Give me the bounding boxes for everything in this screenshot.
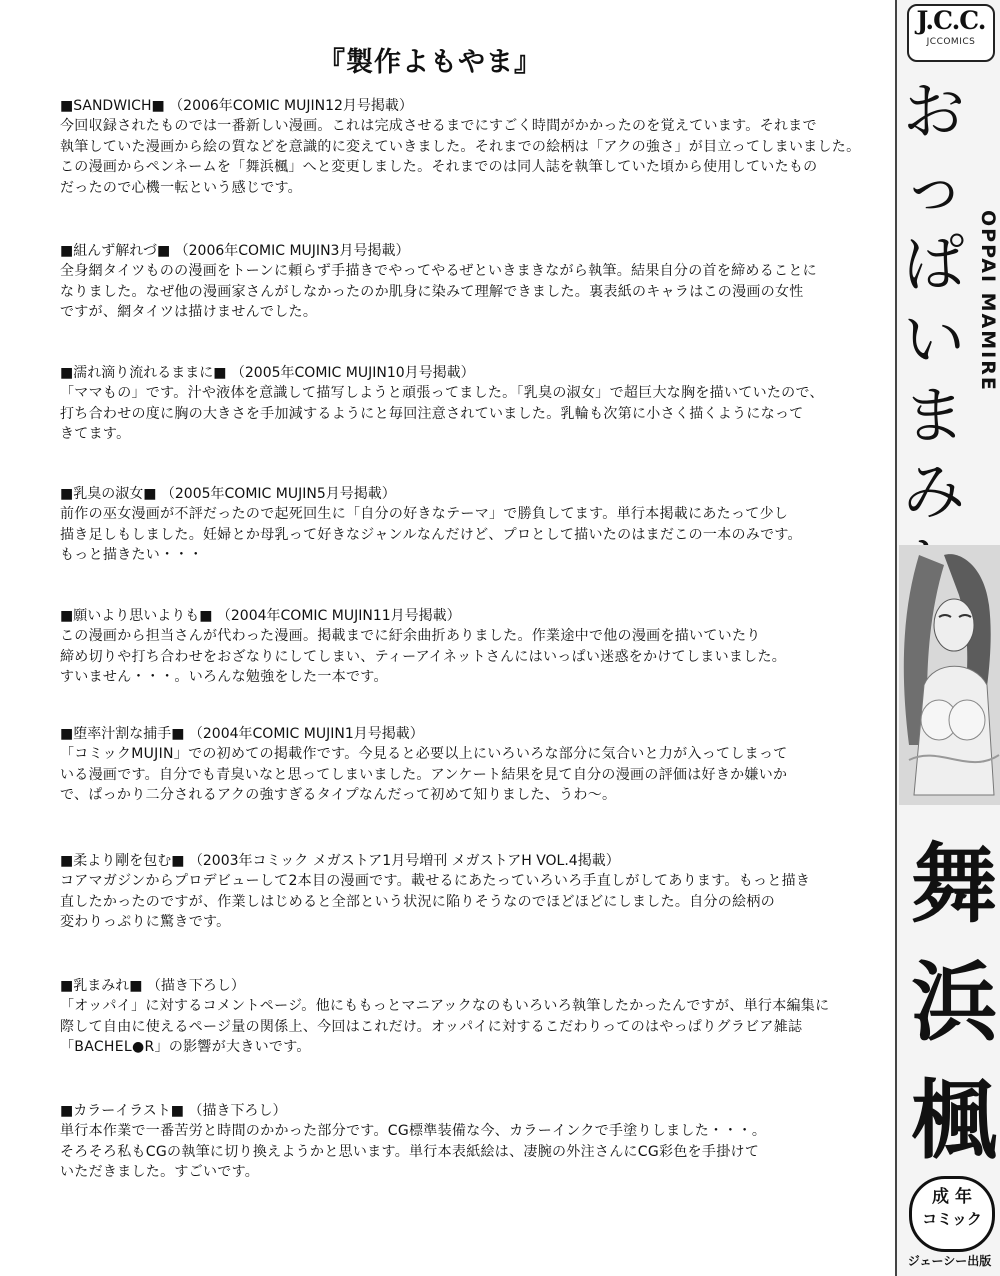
entry [60, 852, 850, 933]
entry [60, 977, 850, 1058]
entry-line: 今回収録されたものでは一番新しい漫画。これは完成させるまでにすごく時間がかかったのを覚えています。それまで [60, 118, 817, 134]
entry-line: なりました。なぜ他の漫画家さんがしなかったのか肌身に染みて理解できました。裏表紙のキャラはこの漫画の女性 [60, 283, 804, 300]
entry-header: ■濡れ滴り流れるままに■ （2005年COMIC MUJIN10月号掲載） [60, 365, 475, 381]
entry-line: で、ぱっかり二分されるアクの強すぎるタイプなんだって初めて知りました、うわ～。 [60, 787, 617, 803]
entry-line: 「BACHEL●R」の影響が大きいです。 [60, 1039, 311, 1055]
entry [60, 242, 850, 323]
logo-main-text: J.C.C. [916, 6, 986, 35]
entry [60, 725, 850, 806]
spine-title-char: ぱ [902, 227, 965, 300]
entry-body [60, 744, 850, 806]
entry-body [60, 871, 850, 933]
entry-line: 単行本作業で一番苦労と時間のかかった部分です。CG標準装備な今、カラーインクで手塗りしました・・・。 [60, 1123, 767, 1139]
entry-line: そろそろ私もCGの執筆に切り換えようかと思います。単行本表紙絵は、凄腕の外注さんにCG彩色を手掛けて [60, 1143, 760, 1160]
entry-line: 描き足しもしました。妊婦とか母乳って好きなジャンルなんだけど、プロとして描いたのはまだこの一本のみです。 [60, 526, 802, 543]
entry-line: この漫画から担当さんが代わった漫画。掲載までに紆余曲折ありました。作業途中で他の漫画を描いていたり [60, 628, 761, 644]
author-char: 楓 [911, 1070, 997, 1171]
logo-sub-text: JCCOMICS [926, 37, 976, 47]
entry-line: いる漫画です。自分でも青臭いなと思ってしまいました。アンケート結果を見て自分の漫画の評価は好きか嫌いか [60, 766, 788, 783]
entry-header: ■願いより思いよりも■ （2004年COMIC MUJIN11月号掲載） [60, 608, 461, 624]
entry-line: いただきました。すごいです。 [60, 1164, 260, 1180]
entry-header: ■組んず解れづ■ （2006年COMIC MUJIN3月号掲載） [60, 243, 410, 259]
author-char: 浜 [911, 952, 997, 1053]
entry [60, 97, 861, 198]
spine-title-char: ま [902, 379, 965, 452]
entry-header: ■乳まみれ■ （描き下ろし） [60, 978, 245, 994]
spine-title-char: み [902, 455, 965, 528]
entry-body [60, 1121, 850, 1183]
spine-roman-title: OPPAI MAMIRE [977, 210, 999, 392]
spine-title-char: い [902, 303, 965, 376]
entry-line: 執筆していた漫画から絵の質などを意識的に変えていきました。それまでの絵柄は「アクの強さ」が目立ってしまいました。 [60, 138, 861, 155]
entry-header: ■SANDWICH■ （2006年COMIC MUJIN12月号掲載） [60, 98, 413, 114]
entry-line: だったので心機一転という感じです。 [60, 179, 302, 196]
entry-body [60, 996, 850, 1058]
entry-line: すいません・・・。いろんな勉強をした一本です。 [60, 669, 388, 685]
entry [60, 607, 850, 688]
publisher-logo [907, 4, 995, 62]
entry-header: ■柔より剛を包む■ （2003年コミック メガストア1月号増刊 メガストアH VOL.4掲載） [60, 853, 620, 869]
entry-line: この漫画からペンネームを「舞浜楓」へと変更しました。それまでのは同人誌を執筆していた頃から使用していたもの [60, 159, 818, 175]
entry-line: 締め切りや打ち合わせをおざなりにしてしまい、ティーアイネットさんにはいっぱい迷惑をかけてしまいました。 [60, 648, 787, 665]
page-title: 『製作よもやま』 [318, 47, 542, 78]
entry-body [60, 116, 861, 198]
entry-line: 打ち合わせの度に胸の大きさを手加減するようにと毎回注意されていました。乳輪も次第に小さく描くようになって [60, 405, 804, 422]
entry-line: 「コミックMUJIN」での初めての掲載作です。今見ると必要以上にいろいろな部分に気合いと力が入ってしまって [60, 746, 788, 762]
adult-comic-badge [909, 1176, 995, 1252]
entry-line: 前作の巫女漫画が不評だったので起死回生に「自分の好きなテーマ」で勝負してます。単行本掲載にあたって少し [60, 506, 789, 522]
entry-line: もっと描きたい・・・ [60, 547, 203, 563]
entry-body [60, 383, 850, 445]
spine-title-char: っ [902, 151, 965, 224]
badge-top-text: 成 年 [932, 1187, 972, 1207]
entry-body [60, 504, 850, 566]
entry-line: 全身網タイツものの漫画をトーンに頼らず手描きでやってやるぜといきまきながら執筆。結果自分の首を締めることに [60, 263, 817, 279]
book-spine [895, 0, 1000, 1276]
entry [60, 1102, 850, 1183]
entry-line: 変わりっぷりに驚きです。 [60, 914, 231, 930]
entry-header: ■堕率汁割な捕手■ （2004年COMIC MUJIN1月号掲載） [60, 726, 424, 742]
badge-bottom-text: コミック [922, 1210, 982, 1228]
entry [60, 485, 850, 566]
entry-line: ですが、網タイツは描けませんでした。 [60, 304, 318, 320]
publisher-name: ジェーシー出版 [907, 1254, 992, 1268]
spine-author [911, 826, 997, 1180]
entry-line: 「ママもの」です。汁や液体を意識して描写しようと頑張ってました。「乳臭の淑女」で超巨大な胸を描いていたので、 [60, 385, 824, 401]
spine-title-char: お [902, 75, 965, 148]
cover-art-image [899, 545, 1000, 805]
cover-art-illustration [899, 545, 1000, 805]
entry [60, 364, 850, 445]
entry-line: きてます。 [60, 426, 131, 442]
author-char: 舞 [911, 834, 997, 935]
entry-body [60, 626, 850, 688]
entry-line: 「オッパイ」に対するコメントページ。他にももっとマニアックなのもいろいろ執筆したかったんですが、単行本編集に [60, 998, 830, 1014]
spine-title [901, 74, 967, 606]
entry-line: コアマガジンからプロデビューして2本目の漫画です。載せるにあたっていろいろ手直しがしてあります。もっと描き [60, 873, 811, 889]
entry-body [60, 261, 850, 323]
entry-header: ■カラーイラスト■ （描き下ろし） [60, 1103, 287, 1119]
entry-line: 際して自由に使えるページ量の関係上、今回はこれだけ。オッパイに対するこだわりってのはやっぱりグラビア雑誌 [60, 1018, 803, 1035]
entry-line: 直したかったのですが、作業しはじめると全部という状況に陥りそうなのでほどほどにしました。自分の絵柄の [60, 893, 775, 910]
entry-header: ■乳臭の淑女■ （2005年COMIC MUJIN5月号掲載） [60, 486, 396, 502]
